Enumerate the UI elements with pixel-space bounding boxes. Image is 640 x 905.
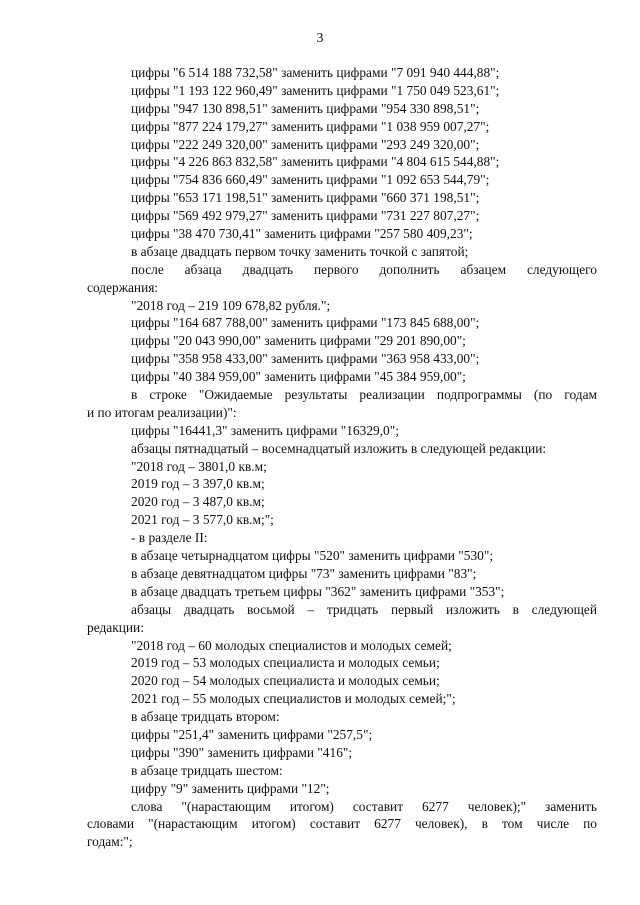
text-line: 2020 год – 3 487,0 кв.м; — [131, 494, 265, 510]
text-line: цифры "251,4" заменить цифрами "257,5"; — [131, 726, 373, 742]
text-line: цифры "653 171 198,51" заменить цифрами "660 371 198,51"; — [131, 190, 480, 206]
text-line: цифры "6 514 188 732,58" заменить цифрами "7 091 940 444,88"; — [131, 65, 500, 80]
text-line: в абзаце тридцать шестом: — [131, 762, 283, 778]
text-line: "2018 год – 219 109 678,82 рубля."; — [131, 297, 331, 313]
text-line: цифры "877 224 179,27" заменить цифрами "1 038 959 007,27"; — [131, 118, 490, 134]
text-line: годам:"; — [87, 834, 133, 850]
text-line: после абзаца двадцать первого дополнить абзацем следующего — [131, 261, 597, 277]
text-line: в абзаце девятнадцатом цифры "73" заменить цифрами "83"; — [131, 565, 477, 581]
text-line: 2021 год – 55 молодых специалистов и молодых семей;"; — [131, 691, 456, 707]
text-line: абзацы двадцать восьмой – тридцать первый изложить в следующей — [131, 601, 597, 617]
text-line: в строке "Ожидаемые результаты реализации подпрограммы (по годам — [131, 387, 597, 403]
text-line: абзацы пятнадцатый – восемнадцатый изложить в следующей редакции: — [131, 440, 547, 456]
text-line: цифры "569 492 979,27" заменить цифрами "731 227 807,27"; — [131, 208, 480, 224]
text-line: цифры "358 958 433,00" заменить цифрами "363 958 433,00"; — [131, 351, 480, 367]
text-line: и по итогам реализации)": — [87, 404, 237, 420]
text-line: цифры "4 226 863 832,58" заменить цифрами "4 804 615 544,88"; — [131, 154, 500, 170]
text-line: 2019 год – 53 молодых специалиста и молодых семьи; — [131, 655, 440, 671]
text-line: в абзаце двадцать третьем цифры "362" заменить цифрами "353"; — [131, 583, 505, 599]
text-line: цифру "9" заменить цифрами "12"; — [131, 780, 330, 796]
text-line: в абзаце двадцать первом точку заменить точкой с запятой; — [131, 243, 469, 259]
text-line: слова "(нарастающим итогом) составит 6277 человек);" заменить — [131, 798, 597, 814]
text-line: 2019 год – 3 397,0 кв.м; — [131, 476, 265, 492]
document-body — [87, 64, 597, 851]
text-line: цифры "1 193 122 960,49" заменить цифрами "1 750 049 523,61"; — [131, 82, 500, 98]
text-line: цифры "40 384 959,00" заменить цифрами "45 384 959,00"; — [131, 369, 466, 385]
text-line: содержания: — [87, 279, 159, 295]
text-line: 2020 год – 54 молодых специалиста и молодых семьи; — [131, 673, 440, 689]
text-line: цифры "38 470 730,41" заменить цифрами "257 580 409,23"; — [131, 226, 473, 242]
text-line: в абзаце четырнадцатом цифры "520" заменить цифрами "530"; — [131, 548, 494, 564]
text-line: словами "(нарастающим итогом) составит 6277 человек), в том числе по — [87, 816, 597, 832]
text-line: "2018 год – 60 молодых специалистов и молодых семей; — [131, 637, 452, 653]
text-line: цифры "16441,3" заменить цифрами "16329,0"; — [131, 422, 399, 438]
text-line: 2021 год – 3 577,0 кв.м;"; — [131, 512, 274, 528]
text-line: цифры "222 249 320,00" заменить цифрами "293 249 320,00"; — [131, 136, 480, 152]
text-line: цифры "390" заменить цифрами "416"; — [131, 744, 353, 760]
text-line: цифры "754 836 660,49" заменить цифрами "1 092 653 544,79"; — [131, 172, 490, 188]
text-line: редакции: — [87, 619, 144, 635]
text-line: - в разделе II: — [131, 530, 208, 546]
text-line: цифры "164 687 788,00" заменить цифрами "173 845 688,00"; — [131, 315, 480, 331]
text-line: цифры "947 130 898,51" заменить цифрами "954 330 898,51"; — [131, 100, 480, 116]
page-number: 3 — [316, 31, 324, 46]
text-line: "2018 год – 3801,0 кв.м; — [131, 458, 267, 474]
text-line: в абзаце тридцать втором: — [131, 709, 280, 725]
text-line: цифры "20 043 990,00" заменить цифрами "29 201 890,00"; — [131, 333, 466, 349]
